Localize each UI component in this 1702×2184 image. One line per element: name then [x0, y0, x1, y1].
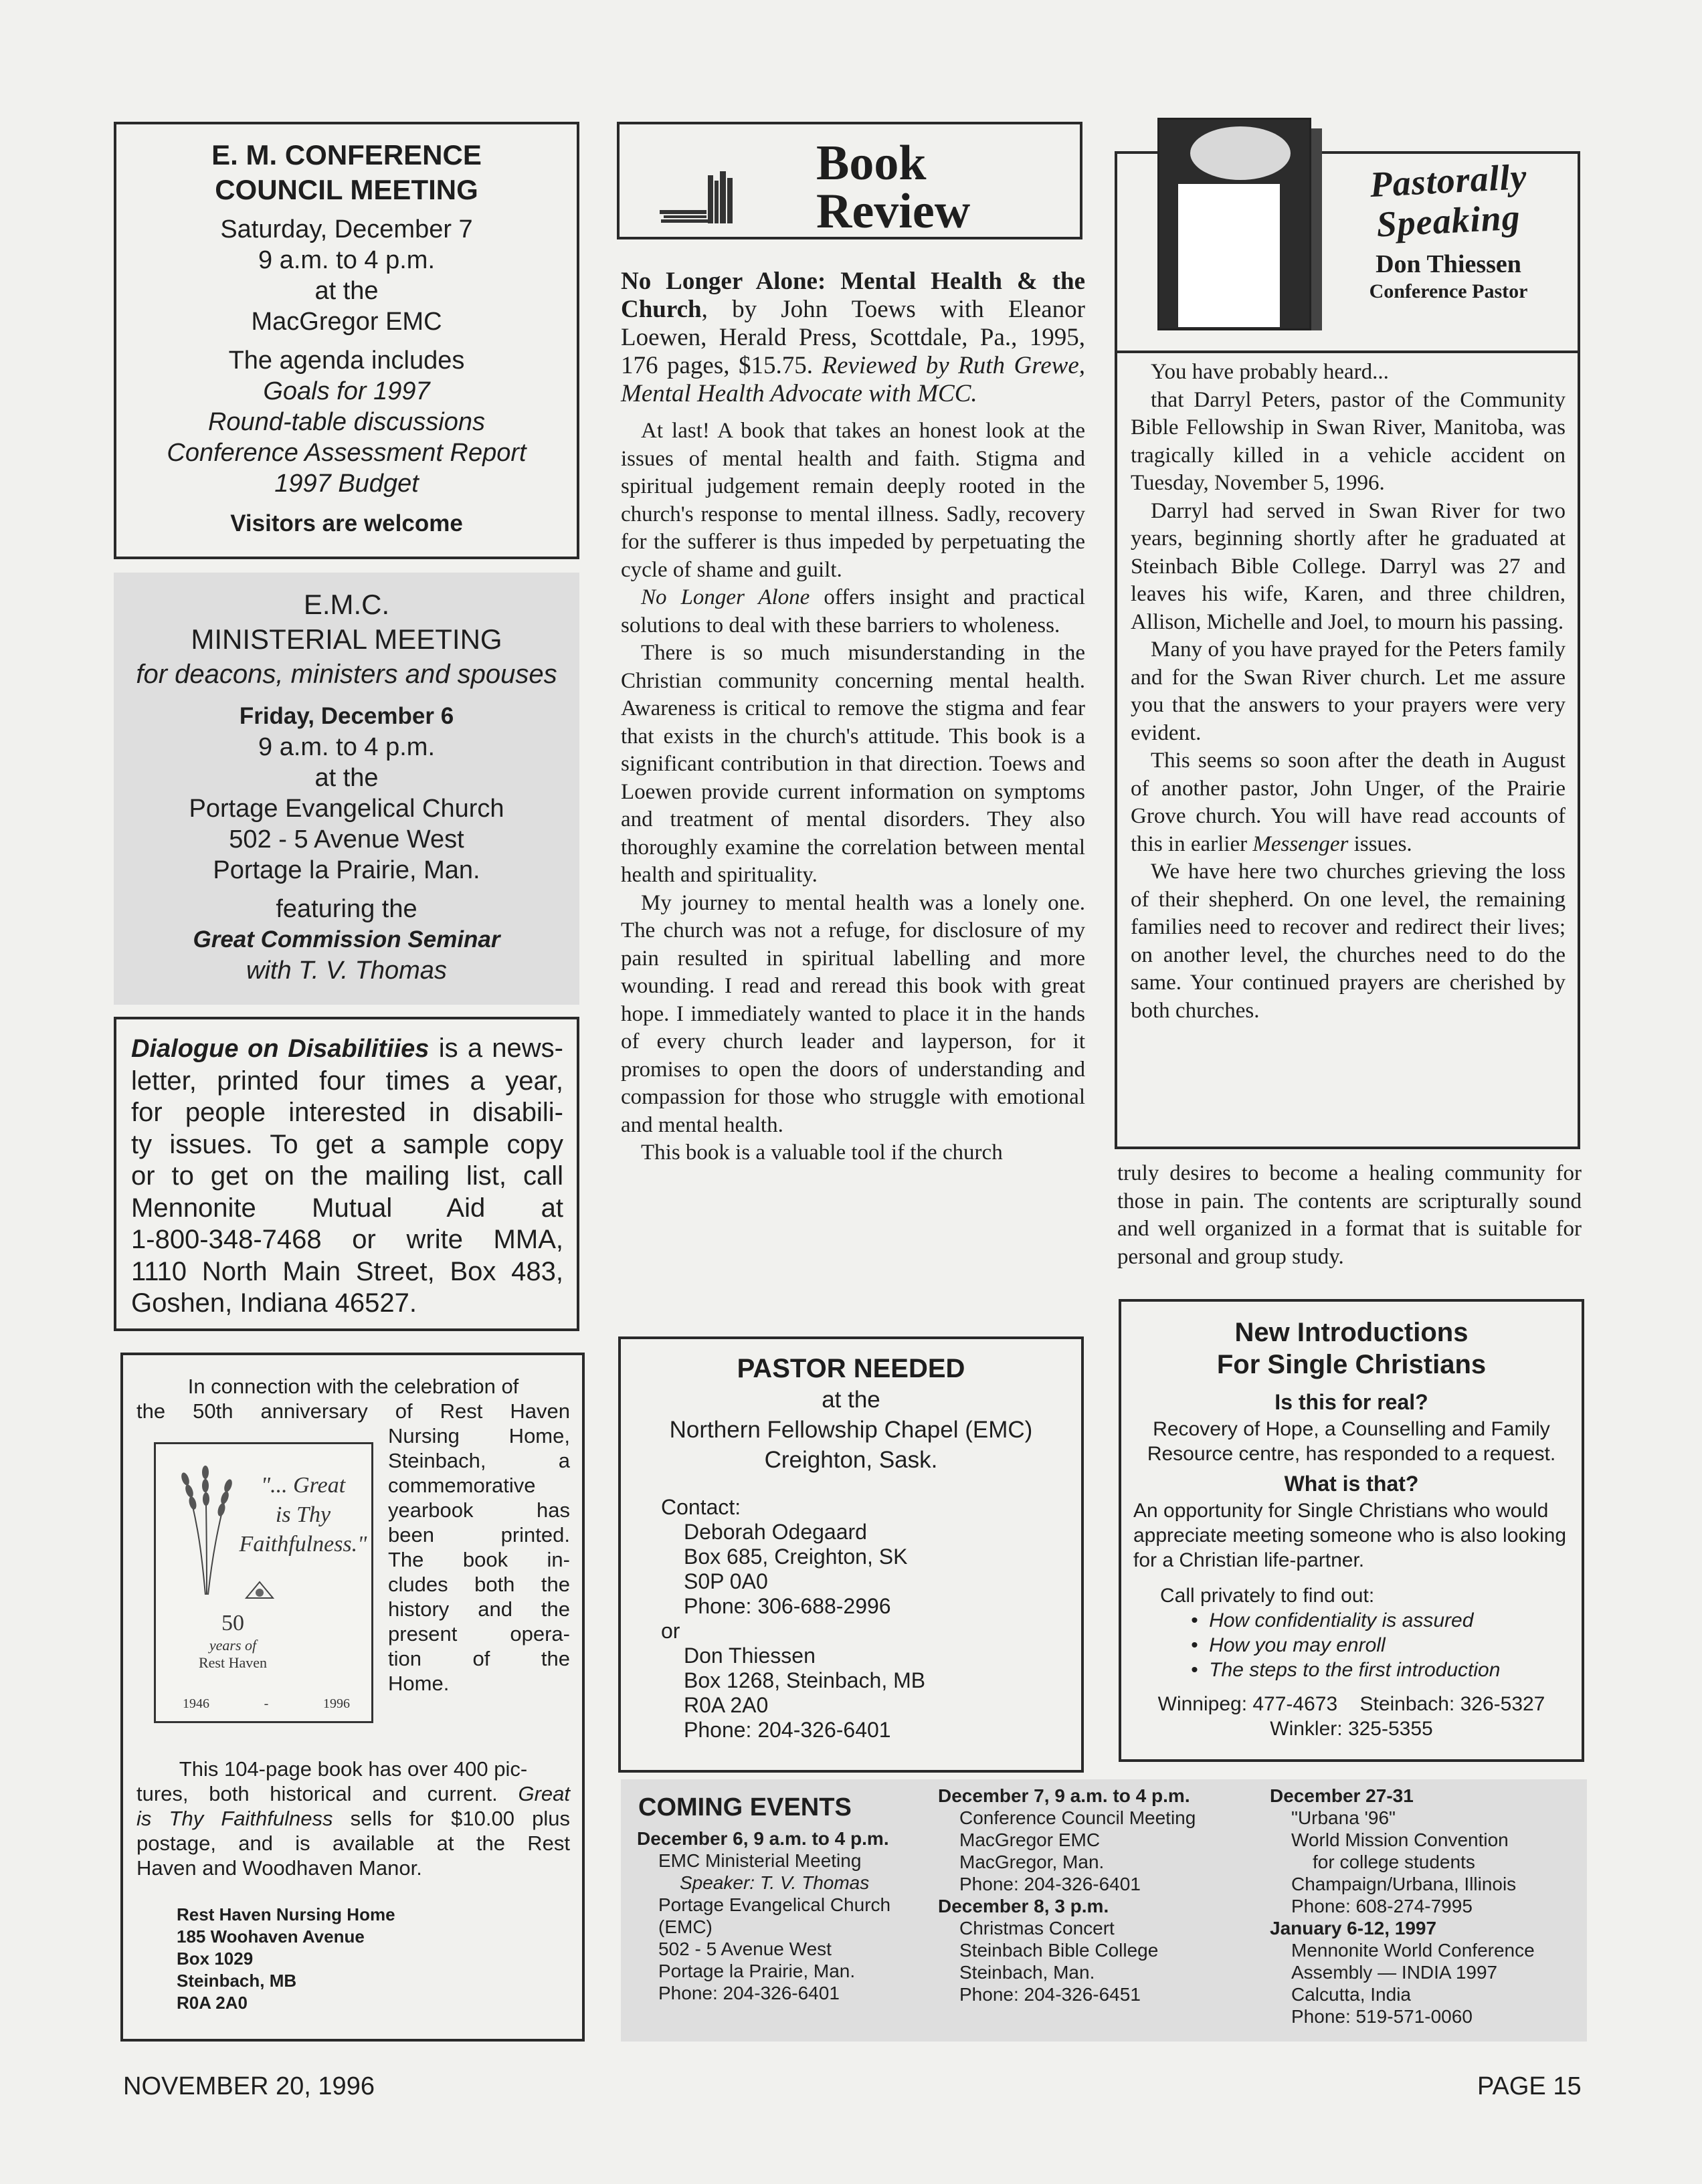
ministerial-featuring: featuring the: [276, 895, 417, 923]
address-line: R0A 2A0: [177, 1993, 248, 2013]
rest-haven-side-line: Steinbach, a: [388, 1449, 570, 1472]
event-line: December 7, 9 a.m. to 4 p.m.: [938, 1785, 1190, 1806]
rest-haven-side-line: The book in-: [388, 1548, 570, 1571]
intro-bullet: • How confidentiality is assured: [1191, 1609, 1474, 1631]
book-review-continuation: [1117, 1160, 1582, 1271]
event-line: December 27-31: [1270, 1785, 1414, 1806]
ministerial-address-1: 502 - 5 Avenue West: [229, 825, 464, 854]
book-review-header: [617, 122, 1082, 239]
disabilities-line: Goshen, Indiana 46527.: [131, 1288, 417, 1318]
review-paragraph: There is so much misunderstanding in the Christian community concerning mental health. Awareness is critical to remove the stigma and fear that exists in the church's attitude. This book is a significant contribution in that direction. Toews and Loewen provide current information on symptoms and treatment of mental disorders. They also thoroughly examine the correlation between mental health and spirituality.: [621, 641, 1085, 887]
ministerial-box: [114, 573, 579, 1005]
event-line: World Mission Convention: [1291, 1829, 1509, 1850]
cover-line-2: is Thy: [275, 1502, 331, 1527]
single-christians-box: [1119, 1299, 1584, 1762]
event-line: Phone: 608-274-7995: [1291, 1896, 1473, 1916]
rest-haven-desc-2: tures, both historical and current.: [136, 1782, 498, 1805]
event-line: Speaker: T. V. Thomas: [680, 1872, 870, 1893]
council-agenda-item: Goals for 1997: [263, 377, 430, 405]
messenger-name: Messenger: [1252, 831, 1349, 856]
ministerial-at: at the: [314, 764, 379, 792]
events-column-2: [938, 1785, 1259, 2005]
photo-shadow: [1311, 128, 1322, 330]
ministerial-subtitle: for deacons, ministers and spouses: [136, 660, 557, 689]
contact-label: Contact:: [661, 1495, 741, 1519]
event-line: December 6, 9 a.m. to 4 p.m.: [637, 1828, 889, 1849]
rest-haven-book-title-2: is Thy Faithfulness: [136, 1807, 333, 1830]
review-book-name: No Longer Alone: [641, 585, 810, 609]
pastorally-paragraph: Many of you have prayed for the Peters family and for the Swan River church. Let me assure you that the answers to your prayers were very evident.: [1131, 637, 1566, 745]
rest-haven-side-line: Nursing Home,: [388, 1424, 570, 1448]
bullet-icon: •: [1191, 1659, 1210, 1681]
rest-haven-side-line: Home.: [388, 1672, 450, 1695]
contact-line: R0A 2A0: [684, 1693, 769, 1717]
event-line: Phone: 204-326-6401: [658, 1983, 840, 2003]
bullet-icon: •: [1191, 1609, 1210, 1631]
pastorally-text: This seems so soon after the death in August of another pastor, John Unger, of the Prairie Grove church. You will have read accounts of this in earlier: [1131, 749, 1566, 856]
rest-haven-side-line: commemorative: [388, 1474, 536, 1497]
pastorally-text: issues.: [1348, 831, 1412, 856]
council-agenda-intro: The agenda includes: [228, 346, 465, 375]
event-line: Calcutta, India: [1291, 1984, 1411, 2005]
council-agenda-item: 1997 Budget: [274, 470, 419, 498]
pastorally-title-2: Speaking: [1376, 197, 1521, 245]
ministerial-seminar: Great Commission Seminar: [193, 926, 500, 953]
event-line: Phone: 204-326-6401: [959, 1874, 1141, 1894]
contact-line: Phone: 306-688-2996: [684, 1594, 891, 1618]
address-line: Steinbach, MB: [177, 1971, 297, 1991]
rest-haven-intro-1: In connection with the celebration of: [187, 1375, 519, 1398]
review-paragraph: At last! A book that takes an honest look at the issues of mental health and faith. Stigma and spiritual judgement remain deeply rooted in the church's response to mental illness. Sadly, recovery for the sufferer is thus impeded by perpetuating the cycle of shame and guilt.: [621, 419, 1085, 582]
council-title-2: COUNCIL MEETING: [215, 174, 478, 205]
contact-line: Deborah Odegaard: [684, 1520, 867, 1544]
event-line: (EMC): [658, 1916, 713, 1937]
disabilities-line: 1-800-348-7468 or write MMA,: [131, 1225, 563, 1254]
intro-bullet: • The steps to the first introduction: [1191, 1659, 1501, 1681]
address-line: Box 1029: [177, 1949, 254, 1969]
intro-title-1: New Introductions: [1234, 1318, 1469, 1347]
pastorally-paragraph: that Darryl Peters, pastor of the Community Bible Fellowship in Swan River, Manitoba, was tragically killed in a vehicle accident on Tuesday, November 5, 1996.: [1131, 387, 1566, 495]
council-at: at the: [314, 277, 379, 305]
cover-end-year: 1996: [322, 1696, 350, 1711]
review-paragraph: This book is a valuable tool if the church: [641, 1140, 1003, 1165]
event-line: MacGregor, Man.: [959, 1852, 1105, 1872]
event-line: "Urbana '96": [1291, 1807, 1396, 1828]
disabilities-line: ty issues. To get a sample copy: [131, 1129, 563, 1159]
book-reviewer: Reviewed by Ruth Grewe, Mental Health Advocate with MCC.: [621, 352, 1086, 407]
pastor-role: Conference Pastor: [1369, 280, 1528, 302]
event-line: 502 - 5 Avenue West: [658, 1939, 832, 1959]
pastorally-title-1: Pastorally: [1369, 156, 1528, 205]
ministerial-date: Friday, December 6: [239, 703, 454, 729]
pastorally-lead: You have probably heard...: [1151, 360, 1389, 384]
council-agenda-item: Conference Assessment Report: [167, 439, 527, 467]
rest-haven-desc-4: postage, and is available at the Rest: [136, 1831, 570, 1855]
review-paragraph: My journey to mental health was a lonely one. The church was not a refuge, for disclosure of my pain resulted in spiritual labelling and more wounding. I read and reread this book with great hope. I immediately wanted to place it in the hands of every church leader and layperson, for it promises to open the doors of understanding and compassion for those who struggle with emotional and mental health.: [621, 890, 1085, 1137]
council-place: MacGregor EMC: [251, 308, 442, 336]
cover-years-of: years of: [209, 1637, 257, 1654]
cover-start-year: 1946: [183, 1696, 209, 1711]
book-details: , by John Toews with Eleanor Loewen, Herald Press, Scottdale, Pa., 1995, 176 pages, $15.75.: [621, 296, 1085, 379]
pastor-needed-title: PASTOR NEEDED: [737, 1354, 965, 1383]
pastor-name: Don Thiessen: [1376, 250, 1521, 278]
pastorally-paragraph: Darryl had served in Swan River for two years, beginning shortly after he graduated at Steinbach Bible College. Darryl was 27 and leaves his wife, Karen, and three children, Allison, Michelle and Joel, to mourn his passing.: [1131, 498, 1566, 634]
pastorally-body: [1131, 359, 1566, 1025]
event-line: for college students: [1313, 1852, 1475, 1872]
disabilities-title: Dialogue on Disabilitiies: [131, 1035, 430, 1063]
pastorally-paragraph: [1131, 747, 1566, 858]
event-line: Phone: 519-571-0060: [1291, 2006, 1473, 2027]
rest-haven-book-title: Great: [518, 1782, 570, 1805]
contact-line: Phone: 204-326-6401: [684, 1718, 891, 1742]
intro-phones-1: Winnipeg: 477-4673 Steinbach: 326-5327: [1157, 1693, 1545, 1715]
pastor-needed-town: Creighton, Sask.: [764, 1447, 938, 1473]
event-line: Steinbach Bible College: [959, 1940, 1159, 1961]
event-line: Mennonite World Conference: [1291, 1940, 1535, 1961]
disabilities-line: letter, printed four times a year,: [131, 1066, 563, 1096]
intro-call: Call privately to find out:: [1160, 1585, 1375, 1607]
intro-answer-2: An opportunity for Single Christians who would appreciate meeting someone who is also looking for a Christian life-partner.: [1133, 1500, 1567, 1571]
rest-haven-side-line: present opera-: [388, 1622, 570, 1646]
book-review-body: [621, 268, 1085, 1167]
ministerial-title-2: MINISTERIAL MEETING: [191, 623, 502, 655]
pastorally-paragraph: We have here two churches grieving the loss of their shepherd. On one level, the remaining families need to recover and redirect their lives; on another level, the churches need to do the same. Your continued prayers are cherished by both churches.: [1131, 860, 1566, 1023]
event-line: Christmas Concert: [959, 1918, 1115, 1939]
disabilities-line: for people interested in disabili-: [131, 1098, 563, 1127]
ministerial-address-2: Portage la Prairie, Man.: [213, 856, 480, 884]
event-line: EMC Ministerial Meeting: [658, 1850, 862, 1871]
council-time: 9 a.m. to 4 p.m.: [258, 246, 435, 274]
rest-haven-side-line: tion of the: [388, 1647, 570, 1670]
footer-page: PAGE 15: [1477, 2072, 1582, 2100]
event-line: Portage Evangelical Church: [658, 1894, 891, 1915]
rest-haven-address: [177, 1904, 511, 2014]
coming-events-title: COMING EVENTS: [638, 1793, 852, 1821]
rest-haven-side-line: yearbook has: [388, 1498, 570, 1522]
ministerial-with: with T. V. Thomas: [246, 957, 447, 985]
cover-name: Rest Haven: [198, 1654, 268, 1671]
council-visitors: Visitors are welcome: [230, 510, 463, 536]
footer-date: NOVEMBER 20, 1996: [123, 2072, 375, 2100]
review-paragraph: [621, 584, 1085, 639]
rest-haven-side-line: history and the: [388, 1597, 570, 1621]
rest-haven-box: [120, 1353, 585, 2042]
event-line: December 8, 3 p.m.: [938, 1896, 1109, 1916]
disabilities-box: [114, 1017, 579, 1331]
cover-years: 50: [221, 1611, 244, 1635]
intro-bullets: [1191, 1608, 1570, 1682]
intro-question-2: What is that?: [1284, 1472, 1419, 1496]
event-line: January 6-12, 1997: [1270, 1918, 1437, 1939]
address-line: 185 Woohaven Avenue: [177, 1926, 365, 1947]
book-review-heading-2: Review: [816, 184, 971, 239]
pastor-needed-box: [618, 1336, 1084, 1773]
review-paragraph-text: offers insight and practical solutions to deal with these barriers to wholeness.: [621, 585, 1085, 637]
disabilities-line: is a news-: [429, 1033, 563, 1063]
council-agenda-item: Round-table discussions: [207, 408, 485, 436]
rest-haven-desc-1: This 104-page book has over 400 pic-: [179, 1757, 528, 1781]
ministerial-church: Portage Evangelical Church: [189, 795, 504, 823]
contact-or: or: [661, 1619, 680, 1643]
disabilities-line: or to get on the mailing list, call: [131, 1161, 563, 1191]
event-line: Assembly — INDIA 1997: [1291, 1962, 1498, 1983]
disabilities-line: Mennonite Mutual Aid at: [131, 1193, 563, 1223]
cover-line-1: "... Great: [260, 1473, 346, 1498]
intro-bullet: • How you may enroll: [1191, 1634, 1386, 1656]
events-column-1: [637, 1827, 931, 2004]
council-date: Saturday, December 7: [220, 215, 473, 243]
events-column-3: [1270, 1785, 1584, 2027]
event-line: Conference Council Meeting: [959, 1807, 1196, 1828]
yearbook-cover: [154, 1442, 373, 1723]
emblem-icon: [243, 1578, 276, 1602]
pastor-needed-at: at the: [822, 1387, 880, 1413]
intro-phones-2: Winkler: 325-5355: [1270, 1718, 1433, 1740]
cover-line-3: Faithfulness.": [239, 1532, 367, 1557]
event-line: Portage la Prairie, Man.: [658, 1961, 856, 1981]
bullet-icon: •: [1191, 1634, 1210, 1656]
pastorally-divider: [1115, 351, 1580, 353]
intro-title-2: For Single Christians: [1216, 1350, 1487, 1379]
ministerial-title-1: E.M.C.: [303, 589, 390, 620]
conference-council-box: [114, 122, 579, 559]
contact-line: Box 1268, Steinbach, MB: [684, 1668, 926, 1692]
pastor-photo: [1157, 118, 1311, 330]
event-line: Steinbach, Man.: [959, 1962, 1095, 1983]
rest-haven-desc-3: sells for $10.00 plus: [333, 1807, 570, 1830]
book-title: No Longer Alone: Mental Health & the Church: [621, 268, 1085, 323]
rest-haven-desc-5: Haven and Woodhaven Manor.: [136, 1856, 422, 1880]
disabilities-line: 1110 North Main Street, Box 483,: [131, 1256, 563, 1286]
address-line: Rest Haven Nursing Home: [177, 1904, 395, 1924]
review-continuation-text: truly desires to become a healing community for those in pain. The contents are scripturally sound and well organized in a format that is suitable for personal and group study.: [1117, 1161, 1582, 1269]
rest-haven-intro-2: the 50th anniversary of Rest Haven: [136, 1399, 570, 1423]
cover-dash: -: [264, 1696, 269, 1711]
council-title-1: E. M. CONFERENCE: [211, 139, 482, 171]
event-line: Champaign/Urbana, Illinois: [1291, 1874, 1517, 1894]
rest-haven-side-line: cludes both the: [388, 1573, 570, 1596]
books-icon: [660, 166, 735, 226]
event-line: Phone: 204-326-6451: [959, 1984, 1141, 2005]
coming-events-box: [621, 1779, 1587, 2042]
book-review-heading-1: Book: [816, 136, 927, 191]
wheat-icon: [165, 1464, 239, 1598]
event-line: MacGregor EMC: [959, 1829, 1101, 1850]
contact-line: Box 685, Creighton, SK: [684, 1545, 908, 1569]
rest-haven-side-line: been printed.: [388, 1523, 570, 1547]
contact-line: Don Thiessen: [684, 1644, 816, 1668]
contact-line: S0P 0A0: [684, 1569, 768, 1593]
ministerial-time: 9 a.m. to 4 p.m.: [258, 733, 435, 761]
intro-question-1: Is this for real?: [1274, 1390, 1428, 1414]
intro-answer-1: Recovery of Hope, a Counselling and Family Resource centre, has responded to a request.: [1147, 1418, 1556, 1465]
pastor-needed-church: Northern Fellowship Chapel (EMC): [669, 1417, 1033, 1443]
